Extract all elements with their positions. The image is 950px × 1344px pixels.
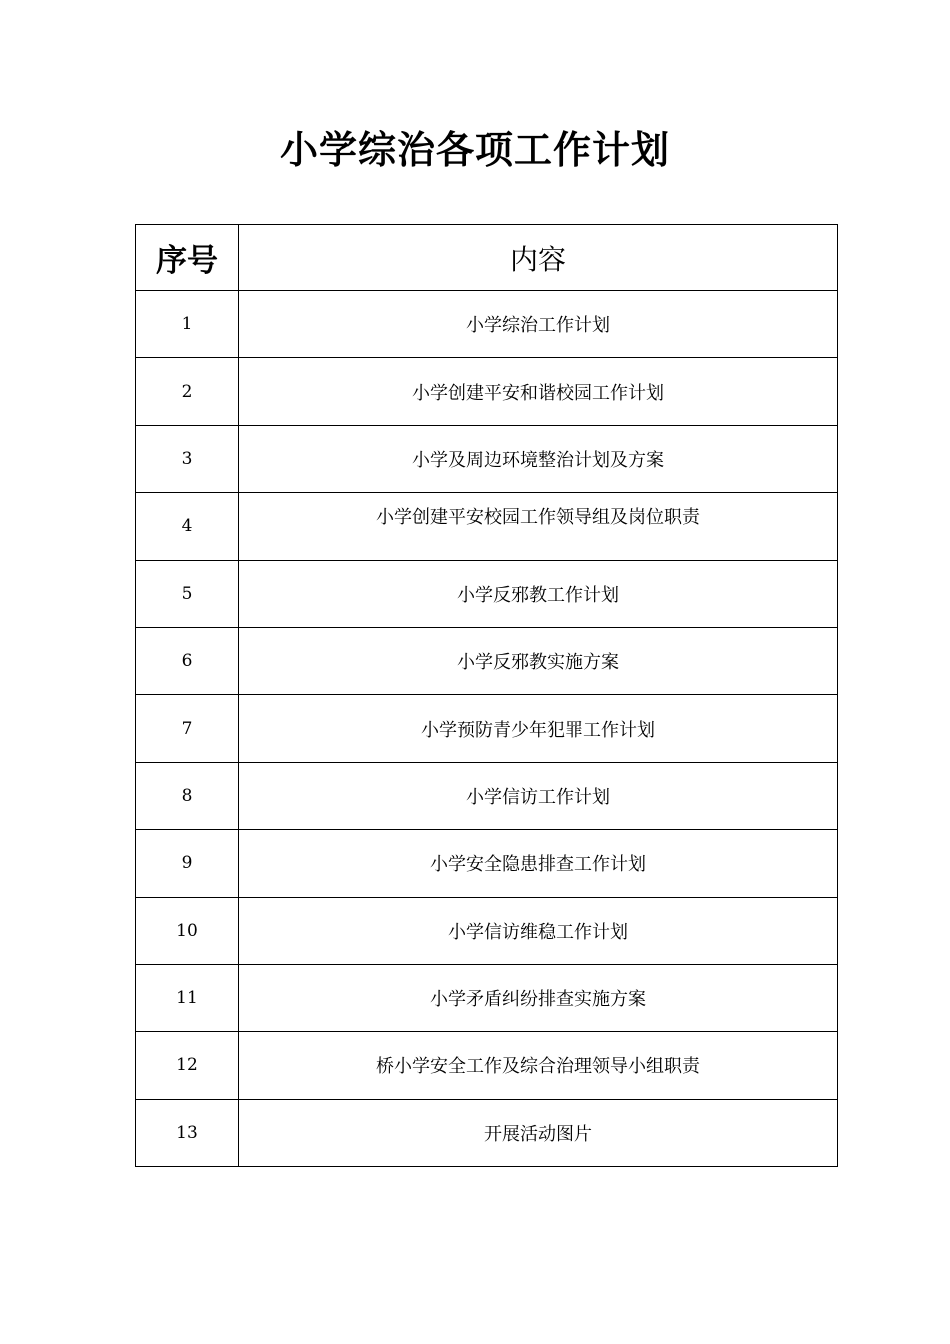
table-row <box>136 560 838 627</box>
row-content: 小学创建平安和谐校园工作计划 <box>239 358 838 425</box>
row-number: 7 <box>136 695 239 762</box>
row-content: 小学反邪教工作计划 <box>239 560 838 627</box>
row-number: 6 <box>136 627 239 694</box>
row-number: 3 <box>136 425 239 492</box>
table-row <box>136 830 838 897</box>
row-content: 开展活动图片 <box>239 1099 838 1166</box>
table-row <box>136 627 838 694</box>
row-content: 小学反邪教实施方案 <box>239 627 838 694</box>
row-content: 小学及周边环境整治计划及方案 <box>239 425 838 492</box>
table-row <box>136 964 838 1031</box>
row-number: 10 <box>136 897 239 964</box>
header-content: 内容 <box>239 225 838 291</box>
row-number: 5 <box>136 560 239 627</box>
row-number: 8 <box>136 762 239 829</box>
table-header-row <box>136 225 838 291</box>
row-content: 小学矛盾纠纷排查实施方案 <box>239 964 838 1031</box>
row-content: 小学预防青少年犯罪工作计划 <box>239 695 838 762</box>
header-number: 序号 <box>136 225 239 291</box>
row-content: 桥小学安全工作及综合治理领导小组职责 <box>239 1032 838 1099</box>
row-content: 小学综治工作计划 <box>239 291 838 358</box>
table-row <box>136 1099 838 1166</box>
row-content: 小学信访工作计划 <box>239 762 838 829</box>
row-number: 11 <box>136 964 239 1031</box>
table-row <box>136 291 838 358</box>
row-content: 小学安全隐患排查工作计划 <box>239 830 838 897</box>
row-number: 4 <box>136 493 239 560</box>
row-number: 2 <box>136 358 239 425</box>
row-content: 小学创建平安校园工作领导组及岗位职责 <box>239 493 838 560</box>
row-number: 12 <box>136 1032 239 1099</box>
row-content: 小学信访维稳工作计划 <box>239 897 838 964</box>
table-row <box>136 897 838 964</box>
table-row <box>136 695 838 762</box>
table-row <box>136 493 838 560</box>
table-row <box>136 1032 838 1099</box>
row-number: 9 <box>136 830 239 897</box>
document-title: 小学综治各项工作计划 <box>279 128 670 172</box>
table-row <box>136 358 838 425</box>
table-row <box>136 425 838 492</box>
row-number: 1 <box>136 291 239 358</box>
plan-table <box>135 224 838 1167</box>
row-number: 13 <box>136 1099 239 1166</box>
table-row <box>136 762 838 829</box>
